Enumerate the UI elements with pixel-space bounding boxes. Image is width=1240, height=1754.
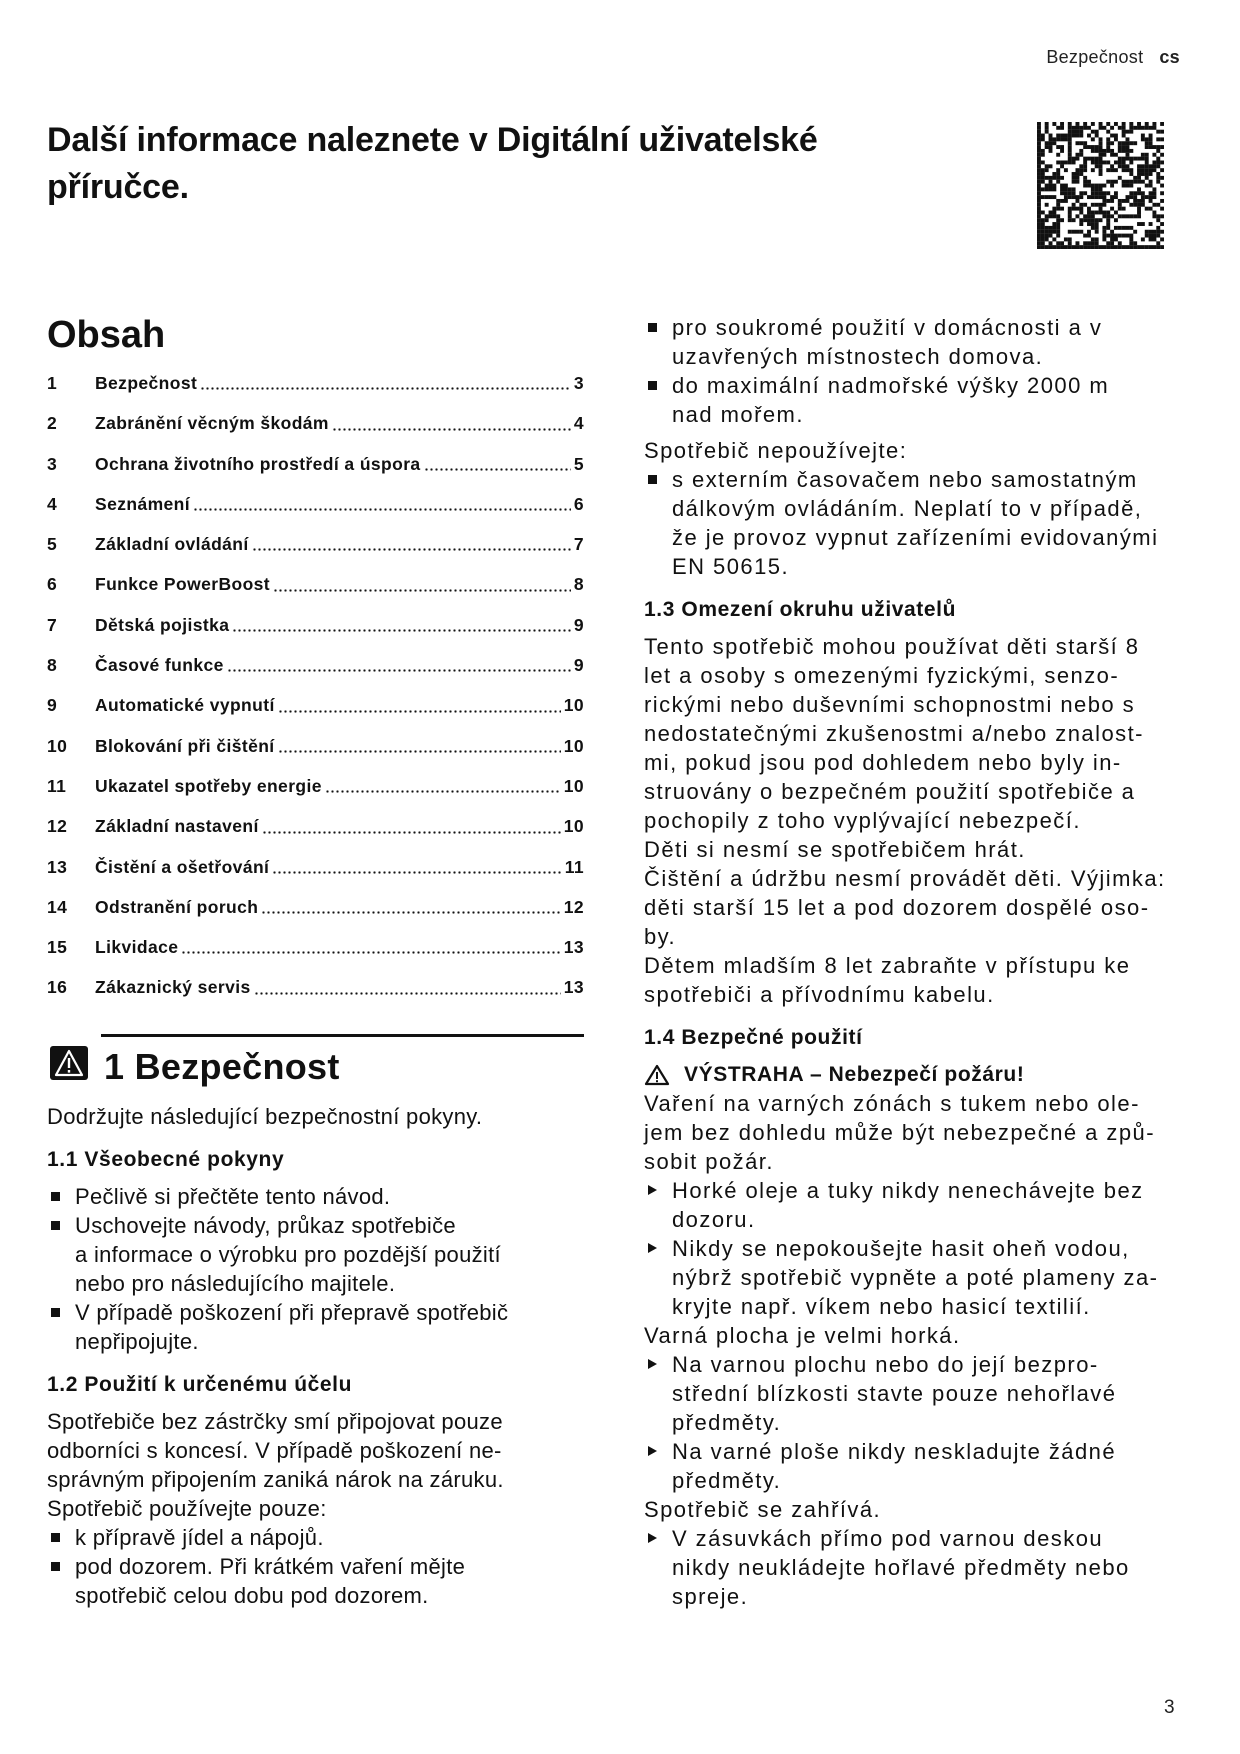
toc-item[interactable] (47, 887, 584, 927)
text-line: V zásuvkách přímo pod varnou deskou (672, 1526, 1104, 1551)
text-line: Spotřebič nepoužívejte: (644, 438, 908, 463)
text-lines (644, 864, 1184, 951)
list-item (644, 313, 1184, 371)
square-bullet-icon (51, 1221, 60, 1230)
page-number: 3 (1164, 1697, 1175, 1718)
text-lines (47, 1407, 584, 1523)
toc-item-number: 4 (47, 493, 58, 514)
toc-item-page: 10 (563, 735, 584, 756)
paragraph (644, 1089, 1184, 1176)
text-line: Tento spotřebič mohou používat děti starší 8 (644, 634, 1140, 659)
text-line: nedostatečnými zkušenostmi a/nebo znalost- (644, 721, 1144, 746)
text-line: by. (644, 924, 677, 949)
toc-item[interactable] (47, 847, 584, 887)
toc-item-page: 12 (563, 896, 584, 917)
text-lines (75, 1523, 584, 1552)
toc-item[interactable] (47, 605, 584, 645)
text-line: mi, pokud jsou pod dohledem nebo byly in- (644, 750, 1122, 775)
text-line: EN 50615. (672, 554, 790, 579)
toc-leader-dots (278, 710, 561, 713)
toc-item-page: 5 (573, 453, 584, 474)
text-line: Dodržujte následující bezpečnostní pokyny. (47, 1104, 483, 1129)
triangle-bullet-icon (648, 1533, 657, 1543)
text-line: let a osoby s omezenými fyzickými, senzo- (644, 663, 1120, 688)
toc-item-page: 6 (573, 493, 584, 514)
text-line: 1.1 Všeobecné pokyny (47, 1148, 285, 1171)
text-lines (644, 835, 1184, 864)
text-lines (672, 1350, 1184, 1437)
text-line: VÝSTRAHA – Nebezpečí požáru! (684, 1063, 1025, 1086)
toc-item-page: 11 (564, 856, 584, 877)
toc-leader-dots (200, 387, 571, 390)
toc-item-number: 2 (47, 413, 58, 434)
toc-item-title: Likvidace (95, 937, 179, 958)
text-line: Na varné ploše nikdy neskladujte žádné (672, 1439, 1117, 1464)
toc-item[interactable] (47, 645, 584, 685)
text-line: předměty. (672, 1410, 782, 1435)
toc-item-page: 9 (573, 655, 584, 676)
text-lines (47, 1102, 584, 1131)
subsection-heading (644, 595, 1184, 624)
text-line: Vaření na varných zónách s tukem nebo ole- (644, 1091, 1140, 1116)
square-bullet-icon (51, 1562, 60, 1571)
text-line: správným připojením zaniká nárok na záruku. (47, 1467, 504, 1492)
text-line: spotřebič celou dobu pod dozorem. (75, 1583, 429, 1608)
toc-item-number: 1 (47, 373, 58, 393)
toc-item-page: 10 (563, 695, 584, 716)
text-line: nikdy neukládejte hořlavé předměty nebo (672, 1555, 1130, 1580)
toc-item-title: Základní ovládání (95, 534, 249, 555)
text-lines (644, 1089, 1184, 1176)
text-lines (47, 1370, 584, 1399)
toc-item[interactable] (47, 524, 584, 564)
text-line: Spotřebič se zahřívá. (644, 1497, 882, 1522)
toc-item-page: 13 (563, 937, 584, 958)
paragraph (644, 1321, 1184, 1350)
toc-item-page: 13 (563, 977, 584, 998)
toc-item[interactable] (47, 967, 584, 1007)
toc-item-title: Seznámení (95, 493, 191, 514)
paragraph (644, 1495, 1184, 1524)
text-line: pochopily z toho vyplývající nebezpečí. (644, 808, 1081, 833)
toc-leader-dots (252, 548, 571, 551)
text-line: a informace o výrobku pro pozdější použití (75, 1242, 501, 1267)
text-line: Dětem mladším 8 let zabraňte v přístupu ke (644, 953, 1131, 978)
toc-item-title: Funkce PowerBoost (95, 574, 271, 595)
text-line: Varná plocha je velmi horká. (644, 1323, 961, 1348)
text-line: nepřipojujte. (75, 1329, 199, 1354)
toc-leader-dots (232, 629, 570, 632)
toc-item-title: Odstranění poruch (95, 896, 259, 917)
toc-item-number: 8 (47, 655, 58, 676)
text-lines (47, 1145, 584, 1174)
toc-item[interactable] (47, 564, 584, 604)
text-lines (684, 1060, 1024, 1089)
text-line: kryjte např. víkem nebo hasicí textilií. (672, 1294, 1091, 1319)
toc-leader-dots (193, 508, 571, 511)
list-item (644, 1524, 1184, 1611)
toc-item-number: 14 (47, 896, 68, 917)
paragraph (47, 1407, 584, 1523)
toc-item-number: 5 (47, 534, 58, 555)
table-of-contents (47, 363, 584, 1008)
text-line: Nikdy se nepokoušejte hasit oheň vodou, (672, 1236, 1130, 1261)
list-item (47, 1523, 584, 1552)
list-item (644, 465, 1184, 581)
text-line: 1.4 Bezpečné použití (644, 1026, 863, 1049)
qr-code-icon[interactable] (1037, 122, 1164, 249)
section-rule (101, 1034, 584, 1037)
toc-leader-dots (325, 790, 561, 793)
toc-item-title: Čistění a ošetřování (95, 856, 270, 877)
text-line: Spotřebič používejte pouze: (47, 1496, 327, 1521)
text-line: jem bez dohledu může být nebezpečné a způ- (644, 1120, 1155, 1145)
text-lines (644, 1023, 1184, 1052)
toc-leader-dots (261, 911, 560, 914)
toc-item-number: 12 (47, 816, 68, 837)
text-lines (672, 371, 1184, 429)
toc-item-number: 9 (47, 695, 58, 716)
text-line: s externím časovačem nebo samostatným (672, 467, 1138, 492)
toc-item-page: 3 (573, 373, 584, 393)
toc-item-title: Časové funkce (95, 655, 224, 676)
text-line: Čištění a údržbu nesmí provádět děti. Výjimka: (644, 866, 1166, 891)
text-line: střední blízkosti stavte pouze nehořlavé (672, 1381, 1117, 1406)
triangle-bullet-icon (648, 1359, 657, 1369)
paragraph (644, 436, 1184, 465)
toc-item-page: 10 (563, 775, 584, 796)
header-language: cs (1159, 47, 1180, 67)
text-lines (75, 1552, 584, 1610)
text-line: Uschovejte návody, průkaz spotřebiče (75, 1213, 456, 1238)
paragraph (644, 835, 1184, 864)
text-line: Děti si nesmí se spotřebičem hrát. (644, 837, 1026, 862)
text-line: 1.2 Použití k určenému účelu (47, 1373, 353, 1396)
toc-item-number: 10 (47, 735, 68, 756)
square-bullet-icon (648, 323, 657, 332)
toc-item[interactable] (47, 766, 584, 806)
toc-item-title: Dětská pojistka (95, 614, 230, 635)
square-bullet-icon (51, 1192, 60, 1201)
text-line: Pečlivě si přečtěte tento návod. (75, 1184, 391, 1209)
text-line: V případě poškození při přepravě spotřebič (75, 1300, 509, 1325)
list-item (47, 1211, 584, 1298)
square-bullet-icon (648, 381, 657, 390)
toc-item-page: 10 (563, 816, 584, 837)
text-line: 1.3 Omezení okruhu uživatelů (644, 598, 957, 621)
list-item (644, 1176, 1184, 1234)
list-item (644, 1234, 1184, 1321)
text-lines (644, 1321, 1184, 1350)
triangle-bullet-icon (648, 1185, 657, 1195)
text-lines (672, 1437, 1184, 1495)
text-line: rickými nebo duševními schopnostmi nebo s (644, 692, 1136, 717)
text-line: Horké oleje a tuky nikdy nenechávejte bez (672, 1178, 1144, 1203)
text-line: spotřebiči a přívodnímu kabelu. (644, 982, 995, 1007)
text-lines (672, 1524, 1184, 1611)
toc-item-title: Zabránění věcným škodám (95, 413, 329, 434)
text-line: dozoru. (672, 1207, 756, 1232)
text-lines (672, 1176, 1184, 1234)
toc-item-page: 8 (573, 574, 584, 595)
toc-leader-dots (254, 992, 561, 995)
toc-item-title: Automatické vypnutí (95, 695, 275, 716)
list-item (644, 1350, 1184, 1437)
toc-item-number: 6 (47, 574, 58, 595)
list-item (644, 371, 1184, 429)
toc-item-title: Bezpečnost (95, 373, 198, 393)
toc-leader-dots (273, 589, 571, 592)
subsection-heading (47, 1145, 584, 1174)
text-lines (75, 1182, 584, 1211)
subsection-heading (644, 1023, 1184, 1052)
toc-item-title: Základní nastavení (95, 816, 259, 837)
subsection-heading (47, 1370, 584, 1399)
text-line: uzavřených místnostech domova. (672, 344, 1044, 369)
text-line: pro soukromé použití v domácnosti a v (672, 315, 1103, 340)
toc-item-number: 16 (47, 977, 68, 998)
warning-triangle-icon (644, 1064, 670, 1086)
text-line: děti starší 15 let a pod dozorem dospělé oso- (644, 895, 1150, 920)
paragraph (644, 951, 1184, 1009)
text-lines (75, 1298, 584, 1356)
text-lines (644, 951, 1184, 1009)
toc-item-number: 15 (47, 937, 68, 958)
toc-item[interactable] (47, 403, 584, 443)
toc-leader-dots (262, 831, 561, 834)
text-line: dálkovým ovládáním. Neplatí to v případě, (672, 496, 1143, 521)
text-line: Spotřebiče bez zástrčky smí připojovat pouze (47, 1409, 503, 1434)
toc-item-page: 4 (573, 413, 584, 434)
list-item (644, 1437, 1184, 1495)
square-bullet-icon (51, 1308, 60, 1317)
list-item (47, 1552, 584, 1610)
text-line: nýbrž spotřebič vypněte a poté plameny za- (672, 1265, 1159, 1290)
text-line: nebo pro následujícího majitele. (75, 1271, 396, 1296)
list-item (47, 1298, 584, 1356)
page-title-line: Další informace naleznete v Digitální uživatelské (47, 121, 818, 159)
toc-leader-dots (278, 750, 561, 753)
toc-item-title: Ochrana životního prostředí a úspora (95, 453, 421, 474)
text-line: k přípravě jídel a nápojů. (75, 1525, 324, 1550)
warning-icon (50, 1046, 88, 1080)
toc-item-page: 7 (573, 534, 584, 555)
toc-item-page: 9 (573, 614, 584, 635)
toc-item-number: 11 (47, 775, 67, 796)
text-lines (644, 436, 1184, 465)
list-item (47, 1182, 584, 1211)
toc-item-title: Ukazatel spotřeby energie (95, 775, 322, 796)
toc-leader-dots (332, 428, 571, 431)
square-bullet-icon (51, 1533, 60, 1542)
paragraph (644, 864, 1184, 951)
header-section: Bezpečnost (1046, 47, 1144, 67)
toc-item-number: 7 (47, 614, 58, 635)
toc-item[interactable] (47, 726, 584, 766)
toc-item-title: Zákaznický servis (95, 977, 251, 998)
text-line: že je provoz vypnut zařízeními evidovanými (672, 525, 1159, 550)
text-lines (672, 1234, 1184, 1321)
text-line: Na varnou plochu nebo do její bezpro- (672, 1352, 1099, 1377)
text-lines (644, 1495, 1184, 1524)
toc-item-number: 13 (47, 856, 68, 877)
text-lines (644, 632, 1184, 835)
text-lines (75, 1211, 584, 1298)
text-line: sobit požár. (644, 1149, 774, 1174)
triangle-bullet-icon (648, 1446, 657, 1456)
toc-item[interactable] (47, 444, 584, 484)
toc-item[interactable] (47, 363, 584, 403)
toc-item[interactable] (47, 806, 584, 846)
text-line: struovány o bezpečném použití spotřebiče a (644, 779, 1136, 804)
text-line: spreje. (672, 1584, 749, 1609)
text-lines (672, 465, 1184, 581)
text-line: pod dozorem. Při krátkém vaření mějte (75, 1554, 466, 1579)
page-title-line: příručce. (47, 168, 189, 206)
toc-leader-dots (227, 669, 571, 672)
triangle-bullet-icon (648, 1243, 657, 1253)
text-line: předměty. (672, 1468, 782, 1493)
toc-item-number: 3 (47, 453, 58, 474)
safety-section (47, 1030, 584, 1610)
paragraph (644, 632, 1184, 835)
text-line: odborníci s koncesí. V případě poškození ne- (47, 1438, 502, 1463)
running-header (1046, 47, 1180, 68)
square-bullet-icon (648, 475, 657, 484)
section-title: 1 Bezpečnost (104, 1046, 340, 1087)
paragraph (47, 1102, 584, 1131)
toc-item[interactable] (47, 927, 584, 967)
left-column-body (47, 1102, 584, 1610)
toc-heading: Obsah (47, 314, 166, 356)
section-header (47, 1030, 584, 1102)
page-title (47, 117, 947, 211)
toc-item-title: Blokování při čištění (95, 735, 275, 756)
toc-leader-dots (181, 951, 560, 954)
warning-heading (644, 1060, 1184, 1089)
text-lines (672, 313, 1184, 371)
text-lines (644, 595, 1184, 624)
toc-leader-dots (272, 871, 561, 874)
text-line: nad mořem. (672, 402, 804, 427)
toc-leader-dots (424, 468, 571, 471)
right-column-body (644, 313, 1184, 1611)
text-line: do maximální nadmořské výšky 2000 m (672, 373, 1110, 398)
toc-item[interactable] (47, 685, 584, 725)
toc-item[interactable] (47, 484, 584, 524)
